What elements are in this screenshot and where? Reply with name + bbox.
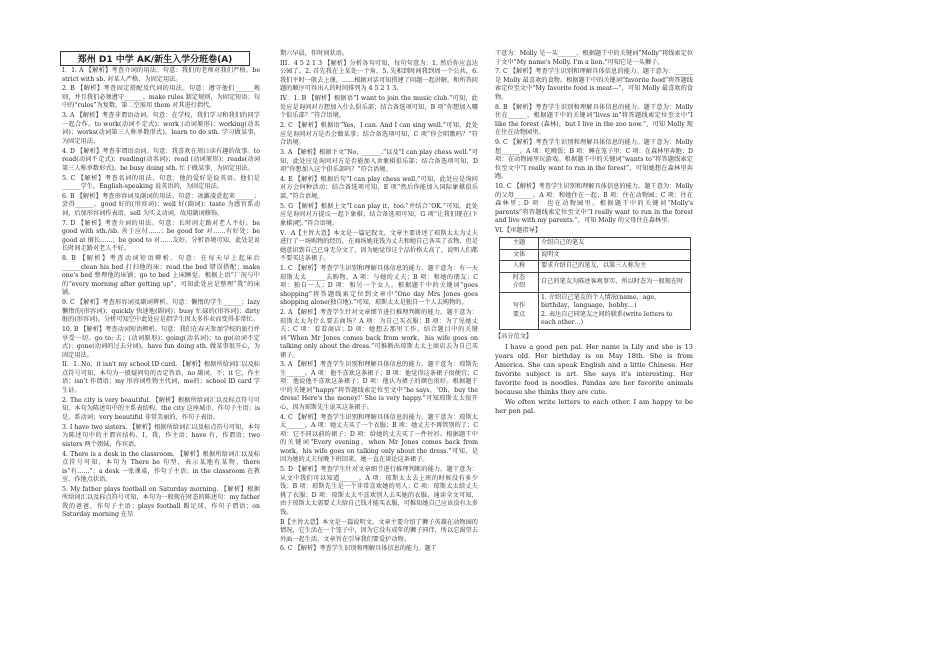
answer-item: 7. C 【解析】考查学生识别和理解具体信息的能力。题干意为：______是 Molly 最喜欢的食物。根据题干中的关键词“favorite food”将答题线索定位至文中“My favorite food is meat—”，可知 Molly 最喜欢的食物。 [495,68,693,101]
column-1 [62,50,260,521]
essay-paragraph: We often write letters to each other. I am happy to be her pen pal. [495,398,693,416]
column-1-body [62,67,260,520]
answer-item: 4. E 【解析】根据后句“I can play chess well.”可知，此处应是询问对方会何种活动；结合备选项可知，E 项“然后你能加入国际象棋俱乐部。”符合语境。 [280,175,478,200]
table-row [500,238,691,250]
answer-item: 2. B 【解析】考查固定搭配及代词的用法。句意：遵守他们______规则，并且我们必须遵守______。make rules 制定规则，为固定短语；句中的“rules”为复数，第二空需用 them 对其进行指代。 [62,85,260,110]
answer-item: 4. C 【解析】考查学生识别和理解具体信息的能力。题干意为：琼斯太太______，A 项：她丈夫买了一个衣服；B 项：她丈夫不再管别的了；C 项：它不同以前的裙子；D 项：给她的丈夫买了一件衬衫。根据题干中的关键词“Every evening，when Mr Jones comes back from work，his wife goes on talking only about the dress.”可知，是因为她的丈夫每晚下班回来，她一直在谈论这条裙子。 [280,413,478,464]
answer-item: 3. A 【解析】考查学生识别和理解具体信息的能力。题干意为：琼斯先生______。A 项：他不喜欢这条裙子；B 项：他觉得这条裙子很便宜；C 项：他说他不喜欢这条裙子；D 项：他认为裙子的颜色很好。根据题干中的关键词“happy”将答题线索定位至文中“he says，‘Oh，buy the dress! Here's the money!’ She is very happy.”可知琼斯太太很开心，因为琼斯先生说买这条裙子。 [280,361,478,411]
table-value-cell: 自己的笔友为陈述客观事实，所以时态为一般现在时 [539,272,691,292]
answer-item: 6. B 【解析】考查形容词及副词的用法。句意：冰激凌尝起来______；尝得______。good 好的(形容词)；well 好(副词)；taste 为感官系动词，后加形容词作表语，sell 为实义动词，故用副词修饰。 [62,192,260,217]
column-2-body [280,50,478,554]
answer-item: 3. A 【解析】考查非谓语动词。句意：在学校，我们学习和我们的同学一起合作。to work(动词不定式)；work (动词原形)；working(动名词)；works(动词第三人称单数形式)。learn to do sth. 学习做某事，为固定用法。 [62,112,260,145]
model-essay [495,343,693,416]
answer-item: 1. C 【解析】考查学生识别和理解具体信息的能力。题干意为：有一天琼斯太太______去购物。A 项：与她的丈夫；B 项：和她的朋友；C 项：独自一人；D 项：和另一个女人。根据题干中的关键词“goes shopping”将答题线索定位到文章中“One day Mrs Jones goes shopping alone(独自地).”可知，琼斯太太是独自一个人去购物的。 [280,265,478,307]
answer-item: 9. C 【解析】考查学生识别和理解具体信息的能力。题干意为：Molly 想______。A 项：吃晚饭；B 项：睡在笼子里；C 项：在森林里奔跑；D 项：在动物园里玩游戏。根据题干中的关键词“wants to”将答题线索定位至文中“I really want to run in the forest”，可知她想在森林里奔跑。 [495,139,693,181]
column-3-body [495,50,693,235]
table-row [500,272,691,292]
answer-item: II．1. No，it isn't my school ID card. 【解析】根据所给词汇以及标点符号可知，本句为一般疑问句的否定答语，no 副词，不；it 它，作主语；isn't 作谓语；my 形容词性物主代词，me的；school ID card 学生证。 [62,361,260,394]
essay-paragraph: I have a good pen pal. Her name is Lily and she is 13 years old. Her birthday is on May 18th. She is from America. She can speak English and a little Chinese. Her favorite subject is art. She says it's interesting. Her favorite food is noodles. Pandas are her favorite animals because she thinks they are cute. [495,342,693,396]
table-row [500,292,691,329]
answer-item: 10. C 【解析】考查学生识别和理解具体信息的能力。题干意为：Molly 的父母______。A 项：和她住在一起；B 项：住在动物园；C 项：住在森林里；D 项：也在动物园里。根据题干中的关键词“Molly's parents”将答题线索定位至文中“I really want to run in the forest and live with my parents.”，可知 Molly 的父母住在森林里。 [495,183,693,225]
answer-item: 2. A 【解析】考查学生针对文章细节进行推理判断的能力。题干意为：琼斯太太为什么要去商场？A 项：为自己买衣服；B 项：为了见她丈夫；C 项：看看商店；D 项：她想去那里工作。结合题目中的关键词“When Mr Jones comes back from work，his wife goes on talking only about the dress.”可推断出琼斯太太上商店去为自己买裙子。 [280,309,478,359]
table-value-cell: 介绍自己的笔友 [539,238,691,250]
answer-item: 5. D 【解析】考查学生针对文章细节进行推理判断的能力。题干意为：从文中我们可以知道______。A 项：琼斯太太去上班的时候没有多少钱；B 项：琼斯先生是一个非常喜欢她的男人；C 项：琼斯太太给丈夫挑了衣服；D 项：琼斯太太不喜欢别人去买她的衣服。通读全文可知，由于琼斯太太需要丈夫给自己钱才能买衣服，可推知她自己应该没有太多钱。 [280,466,478,516]
writing-guide-table [499,237,691,330]
table-key-cell: 写作 要点 [500,292,539,329]
answer-item: 2. C 【解析】根据语“Yes，I can. And I can sing well.”可知，此处应是询问对方是否会做某事；结合备选项可知，C 项“你会唱歌吗？”符合语境。 [280,122,478,147]
table-key-cell: 主题 [500,238,539,250]
answer-item: 8. B 【解析】考查学生识别和理解具体信息的能力。题干意为：Molly 住在______。根据题干中的关键词“lives in”将答题线索定位至文中“I like the forest (森林)，but I live in the zoo now.”，可知 Molly 现在住在动物园里。 [495,103,693,137]
answer-item: IV．1. B 【解析】根据语“I want to join the music club.”可知，此处应是询问对方想加入什么俱乐部；结合备选项可知，B 项“你想加入哪个俱乐部？”符合语境。 [280,95,478,120]
answer-item: 9. C 【解析】考查形容词及副词辨析。句意：懒惰的学生______；lazy 懒惰的(形容词)；quickly 快速地(副词)；busy 忙碌的(形容词)；dirty 脏的(形容词)。分析可知空中此处应是指学生因太多作业而变得非常忙。 [62,299,260,324]
answer-item: 2. The city is very beautiful. 【解析】根据所给词汇以及标点符号可知，本句为陈述句中的主系表结构，the city 这座城市，作句子主语；is 是，系动词；very beautiful 非常美丽的，作句子表语。 [62,396,260,421]
answer-item: 6. C 【解析】考查学生识别和理解具体信息的能力。题干 [280,545,437,553]
answer-item: 3. A 【解析】根据下文“No，______.”以及“I can play chess well.”可知，此处应是询问对方是否能加入舍象棋俱乐部；结合备选项可知，D 项“你想加入这个俱乐部吗？”符合语境。 [280,149,478,174]
answer-item: 5. G 【解析】根据上文“I can play it，too.”并结合“OK.”可知，此处应是询问对方提议一起下象棋；结合备选项可知，G 项“让我们现在(下象棋)吧。”符合语境。 [280,202,478,227]
table-value-cell: 说明文 [539,249,691,261]
answer-item: 5. C 【解析】考查名词的用法。句意：他的爱好是说英语。他们是______学生。English-speaking 说英语的，为固定用法。 [62,174,260,191]
answer-item: 7. D 【解析】考查介词的用法。句意：长时间走路对老人不好。be good with sth./sb. 善于应付……；be good for 对……有好处；be good at 擅长……；be good to 对……友好。分析语境可知，此处是说长时间走路对老人不好。 [62,219,260,253]
page-title: 郑州 D1 中学 AK/新生入学分班卷(A) [60,51,250,66]
answer-item: III．4 5 2 1 3 【解析】分析各句可知，每句句意为：1. 然后你应直达公园了。2. 首先我在上某处一个角，5. 先相到时间我到周一个公共，6. 我们平时一般去上课。……根据对话可知搭建了问题一起讲解，和所答问题的顺序可得出人的时间排列为 4 5 2 1 3。 [280,59,478,93]
table-value-cell: 1. 介绍自己笔友的个人情况(name，age，birthday，language，hobby…) 2. 表达自己同笔友之间的联系(write letters to each other…) [539,292,691,329]
table-key-cell: 时态 介绍 [500,272,539,292]
answer-item: I．1. A 【解析】考查介词的用法。句意：我们的老师对我们严格。be strict with sb. 对某人严格，为固定用法。 [62,67,260,83]
answer-item: VI.【审题指导】 [495,226,542,234]
column-2 [280,50,478,555]
table-key-cell: 人称 [500,261,539,273]
table-value-cell: 要求介绍自己的笔友，以第三人称为主 [539,261,691,273]
table-key-cell: 文体 [500,249,539,261]
table-row [500,261,691,273]
answer-item: 5. My father plays football on Saturday morning. 【解析】根据所给词汇以及标点符号可知，本句为一般现在时态的陈述句：my father 我的爸爸，作句子主语；plays football 踢足球，作句子谓语；on Saturday morning 在星 [62,485,260,519]
answer-item: V．A【主旨大意】本文是一篇记叙文。文章主要讲述了琼斯太太为丈夫进行了一场购物的经历，在商场她花钱为丈夫和她自己各买了衣物，但是她意识到自己已身无分文了，因为她觉得这个品价格太高了，说明人们都不要买这条裙子。 [280,229,478,263]
answer-item: B【主旨大意】本文是一篇说明文。文章主要介绍了狮子英雄在动物园的情况，它生活在一个笼子中，因为它没有成年的狮子同伴，所以它渴望去外面一起生活，文章旨在引导我们要爱护动物。 [280,518,478,543]
answer-item: 8. B 【解析】考查动词短语辨析。句意：在每天早上起床后______clean his bed 打扫他的床；read the bed 错误搭配；make one's bed 整理他的床铺；go to bed 上床睡觉。根据上语“厂况与中的“every morning after getting up”，可知此处应是整理“我”的床铺。 [62,255,260,297]
answer-item: 干意为：Molly 是一头______。根据题干中的关键词“Molly”将线索定位于文中“My name's Molly. I'm a lion.”可知它是一头狮子。 [495,50,694,66]
answer-item: 期六早晨，作时间状语。 [280,50,349,57]
column-3 [495,50,693,418]
answer-item: 4. There is a desk in the classroom. 【解析】根据所给词汇以及标点符号可知，本句为 There be 句型，表示某地有某物，there is“有……”；a desk 一张课桌，作句子主语；in the classroom 在教室，作地点状语。 [62,450,260,484]
answer-item: 4. D 【解析】考查非谓语动词。句意：我喜欢在周日读有趣的故事。to read(动词不定式)；reading(动名词)；read (动词原形)；reads(动词第三人称单数形式)。be busy doing sth. 忙于做某事，为固定用法。 [62,147,260,172]
answer-item: 3. I have two sisters. 【解析】根据所给词汇以及标点符号可知，本句为陈述句中的主谓宾结构。I，我，作主语；have 有，作谓语；two sisters 两个姐妹，作宾语。 [62,423,260,448]
table-row [500,249,691,261]
answer-item: 10. B 【解析】考查动词短语辨析。句意：我们在春天参加学校的旅行并享受一切。go to; 去；(动词原形)；going(动名词)；to go(动词不定式)；gone(动词的过去分词)。have fun doing sth. 做某事很开心，为固定用法。 [62,326,260,359]
essay-heading: 【高分范文】 [495,332,533,340]
